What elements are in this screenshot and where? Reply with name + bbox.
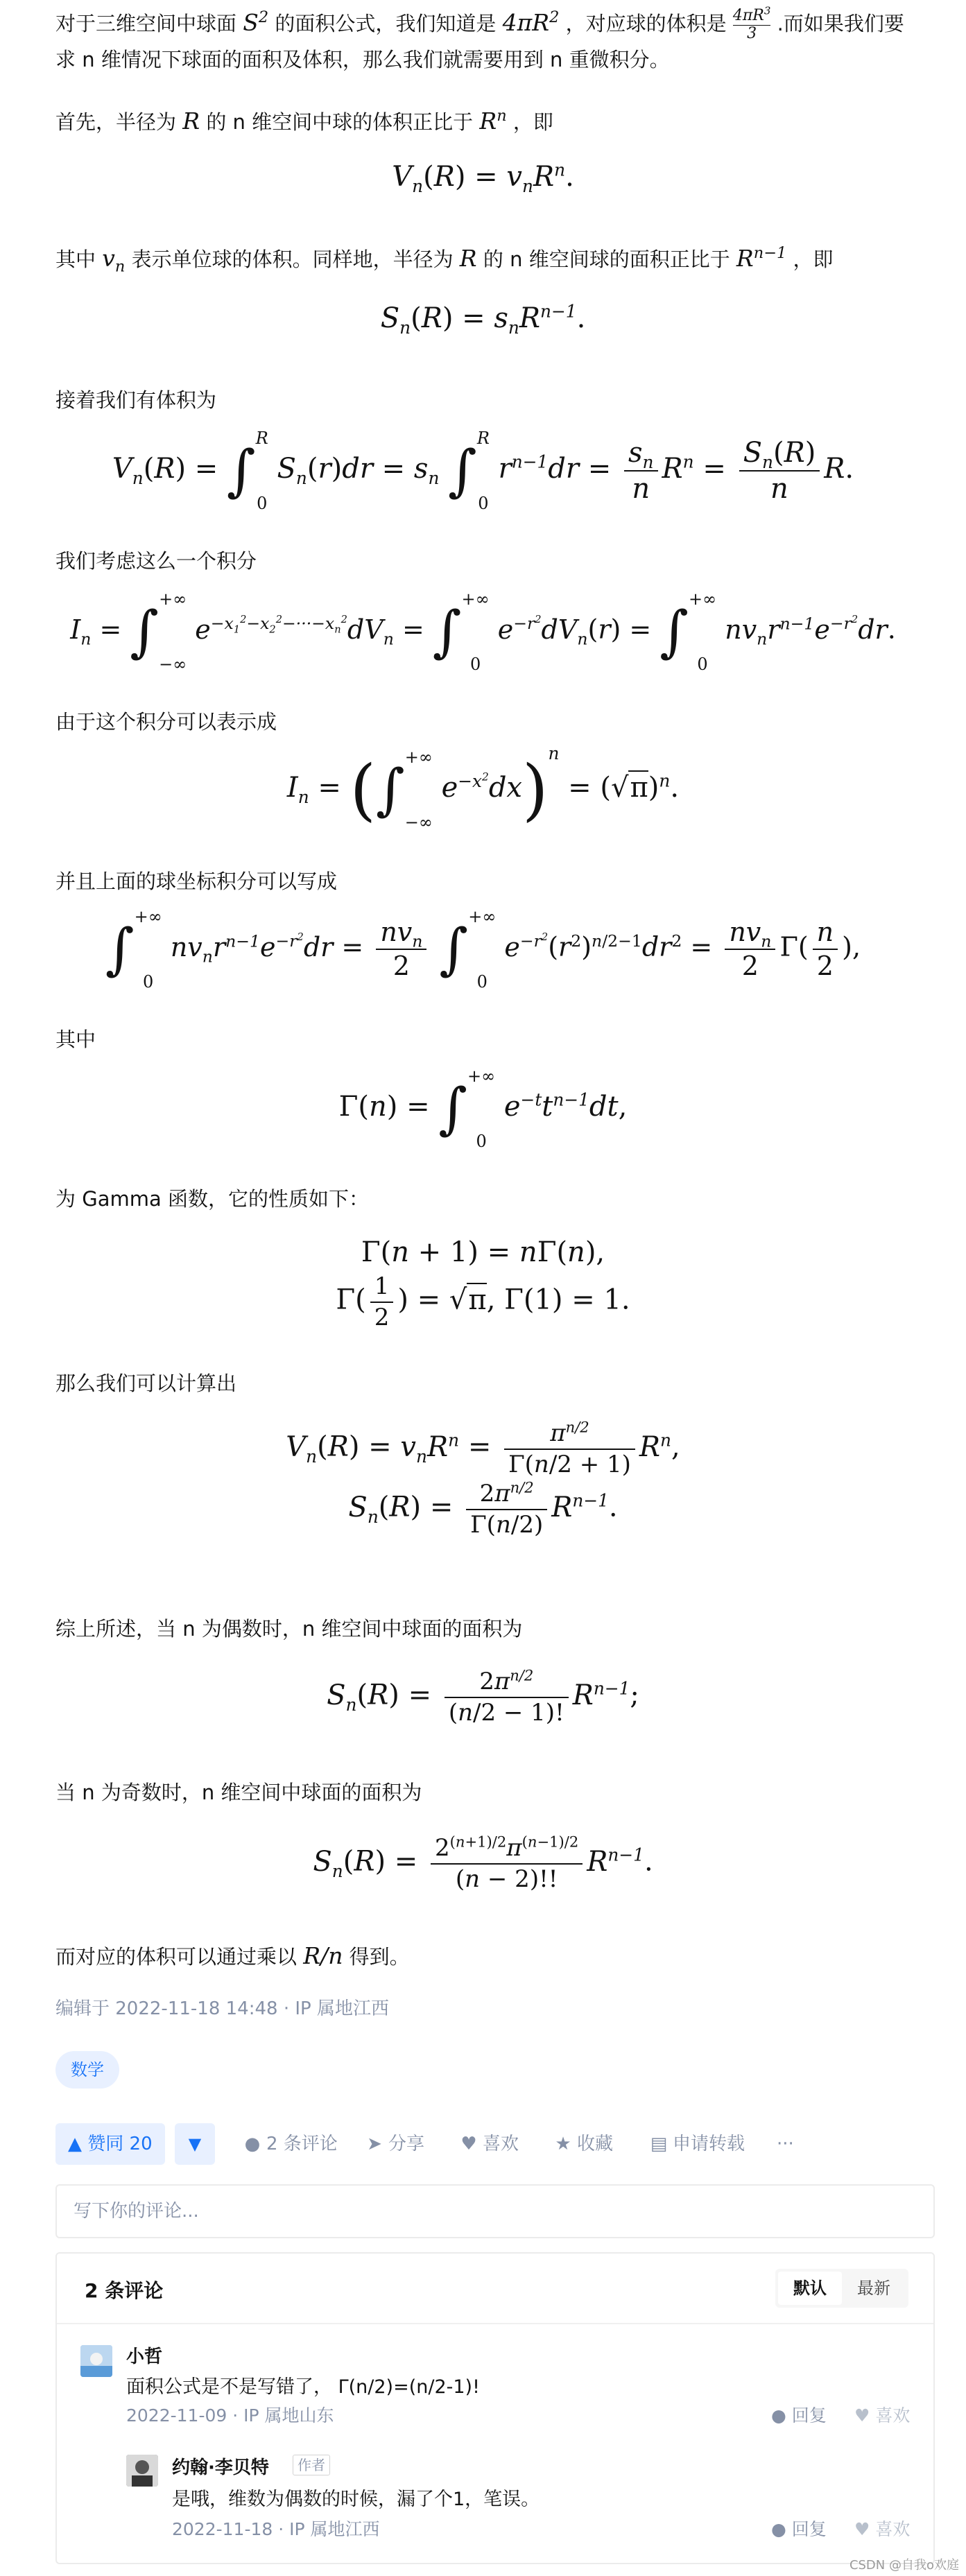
action-label: 喜欢	[483, 2134, 519, 2154]
intro-text-5: 求 n 维情况下球面的面积及体积，那么我们就需要用到 n 重微积分。	[55, 47, 670, 71]
edit-meta: 编辑于 2022-11-18 14:48 · IP 属地江西	[55, 1998, 389, 2019]
reply-label: 回复	[791, 2405, 827, 2426]
formula-product-form: $I_n$ = (∫ +∞ −∞ $e^{-x^2}dx)^n = (√\pi)^n$.	[286, 743, 680, 832]
formula-gamma-props: Γ(n + 1) = nΓ(n), Γ( $\frac{1}{2}$ ) = √π, Γ(1) = 1.	[336, 1236, 630, 1331]
paragraph-spherical	[55, 864, 922, 899]
comment-author-name[interactable]: 小哲	[126, 2346, 163, 2367]
intro-text-3: ，对应球的体积是	[565, 12, 727, 35]
formula-volume-def: $V_n(R) = v_nR^n$.	[392, 159, 574, 196]
author-badge: 作者	[293, 2455, 330, 2475]
formula-gaussian-integral: $I_n$ = ∫ +∞ −∞ $e^{-x_1^2-x_2^2-\cdot\cdot\cdot-x_n^2}dV_n$ = ∫ +∞ 0 $e^{-r^2}dV_n(r)$ = ∫ +∞ 0 $nv_nr^{n-1}e^{-r^2}dr$.	[70, 589, 896, 674]
text-span: 的 n 维空间球的面积正比于	[483, 248, 730, 271]
paragraph-unit-ball	[55, 241, 922, 277]
comments-section	[55, 2252, 935, 2564]
math-volume-3d: $\frac{4\pi R^3}{3}$	[732, 4, 771, 42]
intro-text-2: 的面积公式，我们知道是	[275, 12, 497, 35]
heart-icon: ♥	[854, 2405, 870, 2426]
paragraph-compute	[55, 1366, 922, 1401]
reply-button[interactable]	[771, 2516, 827, 2541]
text-span: 其中	[55, 1028, 96, 1051]
intro-text-1: 对于三维空间中球面	[55, 12, 237, 35]
text-span: ，即	[793, 248, 834, 271]
paragraph-expressed-as	[55, 704, 922, 739]
avatar-image-icon	[80, 2345, 112, 2377]
avatar[interactable]	[80, 2345, 112, 2377]
text-span: ，即	[512, 110, 553, 134]
text-span: 那么我们可以计算出	[55, 1372, 237, 1395]
sort-latest-button[interactable]: 最新	[857, 2279, 890, 2298]
math-r: R	[182, 107, 200, 135]
comment-bubble-icon: ●	[771, 2405, 786, 2426]
math-vn: $v_n$	[102, 245, 126, 276]
comment-like-button[interactable]	[854, 2516, 910, 2541]
comment-sort-toggle	[775, 2269, 908, 2308]
comments-count-title: 2 条评论	[85, 2279, 164, 2302]
math-r: R	[459, 245, 477, 272]
comment-text: 是哦，维数为偶数的时候，漏了个1，笔误。	[172, 2489, 540, 2510]
comment-meta: 2022-11-09 · IP 属地山东	[126, 2405, 334, 2426]
math-s2: $S^2$	[243, 8, 269, 36]
text-span: 为 Gamma 函数，它的性质如下：	[55, 1187, 369, 1211]
like-button[interactable]	[459, 2123, 519, 2165]
triangle-down-icon: ▼	[188, 2134, 202, 2154]
topic-tag[interactable]: 数学	[55, 2051, 119, 2089]
formula-area-def: $S_n(R) = s_nR^{n-1}$.	[380, 301, 586, 338]
text-span: 得到。	[349, 1945, 410, 1969]
avatar-image-icon	[126, 2455, 158, 2487]
math-rn-1: $R^{n-1}$	[736, 244, 787, 272]
formula-even-area: $S_n(R)$ = $\frac{2\pi^{n/2}}{(n/2 - 1)!}$ $R^{n-1}$;	[327, 1666, 639, 1727]
text-span: 而对应的体积可以通过乘以	[55, 1945, 297, 1969]
like-label: 喜欢	[875, 2519, 911, 2539]
comment-input[interactable]: 写下你的评论...	[55, 2184, 935, 2238]
text-span: 的 n 维空间中球的体积正比于	[206, 110, 474, 134]
comment-like-button[interactable]	[854, 2402, 910, 2427]
paragraph-consider-integral	[55, 544, 922, 578]
math-rn: $R^n$	[479, 107, 507, 135]
text-span: 并且上面的球坐标积分可以写成	[55, 870, 338, 893]
action-label: 收藏	[577, 2134, 614, 2154]
paragraph-gamma-props	[55, 1182, 922, 1216]
like-label: 喜欢	[875, 2405, 911, 2426]
text-span: 其中	[55, 248, 96, 271]
paragraph-volume-integral	[55, 383, 922, 417]
comment-bubble-icon: ●	[771, 2519, 786, 2539]
upvote-label: 赞同 20	[87, 2134, 153, 2154]
triangle-up-icon: ▲	[68, 2134, 82, 2154]
comment-meta: 2022-11-18 · IP 属地江西	[172, 2519, 380, 2539]
comment-text: 面积公式是不是写错了， Γ(n/2)=(n/2-1)!	[126, 2376, 480, 2398]
paper-plane-icon: ➤	[367, 2134, 382, 2154]
comments-divider	[57, 2323, 933, 2324]
action-label: 分享	[388, 2134, 425, 2154]
paragraph-volume-from-area	[55, 1939, 922, 1974]
text-span: 由于这个积分可以表示成	[55, 710, 277, 734]
paragraph-odd	[55, 1775, 922, 1810]
paragraph-even	[55, 1611, 922, 1646]
text-span: 接着我们有体积为	[55, 388, 217, 412]
comment-author-name[interactable]: 约翰·李贝特	[172, 2457, 269, 2478]
formula-odd-area: $S_n(R)$ = $\frac{2^{(n+1)/2}\pi^{(n-1)/2}}{(n - 2)!!}$ $R^{n-1}$.	[313, 1833, 653, 1893]
heart-icon: ♥	[460, 2134, 477, 2154]
comments-button[interactable]	[243, 2123, 338, 2165]
share-button[interactable]	[365, 2123, 424, 2165]
formula-volume-integral: $V_n(R)$ = ∫ R 0 $S_n(r)dr = s_n$ ∫ R 0 $r^{n-1}dr$ = $\frac{s_n}{n}$ $R^n$ = $\frac{S_n(R)}{n}$ R.	[112, 429, 854, 513]
sort-default-button[interactable]: 默认	[778, 2272, 842, 2305]
text-span: 我们考虑这么一个积分	[55, 549, 257, 573]
text-span: 首先，半径为	[55, 110, 177, 134]
math-area-3d: $4\pi R^2$	[502, 8, 560, 36]
action-bar	[55, 2123, 922, 2165]
paragraph-volume-proportional	[55, 104, 922, 139]
intro-paragraph	[55, 6, 922, 77]
text-span: 表示单位球的体积。同样地，半径为	[131, 248, 454, 271]
text-span: 综上所述，当 n 为偶数时，n 维空间中球面的面积为	[55, 1617, 523, 1641]
heart-icon: ♥	[854, 2519, 870, 2539]
star-icon: ★	[555, 2134, 571, 2154]
action-label: 2 条评论	[266, 2134, 338, 2154]
formula-results: $V_n(R) = v_nR^n$ = $\frac{\pi^{n/2}}{\Gamma(n/2 + 1)}$ $R^n$, $S_n(R)$ = $\frac{2\pi^{n/2}}{\Gamma(n/2)}$ $R^{n-1}$.	[286, 1418, 680, 1539]
document-icon: ▤	[650, 2134, 668, 2154]
paragraph-where	[55, 1022, 922, 1057]
formula-spherical-integral: ∫ +∞ 0 $nv_nr^{n-1}e^{-r^2}dr$ = $\frac{nv_n}{2}$ ∫ +∞ 0 $e^{-r^2}(r^2)^{n/2-1}dr^2$ = $\frac{nv_n}{2}$ Γ( $\frac{n}{2}$ ),	[105, 907, 861, 992]
more-button[interactable]: ···	[777, 2134, 794, 2154]
upvote-button[interactable]	[55, 2123, 165, 2165]
downvote-button[interactable]	[175, 2123, 215, 2165]
comment-bubble-icon: ●	[244, 2134, 261, 2154]
avatar[interactable]	[126, 2455, 158, 2487]
intro-text-4: .而如果我们要	[777, 12, 904, 35]
repost-button[interactable]	[649, 2123, 745, 2165]
formula-gamma-def: Γ(n) = ∫ +∞ 0 $e^{-t}t^{n-1}dt$,	[338, 1066, 628, 1151]
text-span: 当 n 为奇数时，n 维空间中球面的面积为	[55, 1781, 422, 1804]
reply-label: 回复	[791, 2519, 827, 2539]
reply-button[interactable]	[771, 2402, 827, 2427]
watermark: CSDN @自我o欢庭	[849, 2558, 959, 2573]
math-r-over-n: R/n	[303, 1942, 343, 1969]
action-label: 申请转载	[673, 2134, 745, 2154]
collect-button[interactable]	[553, 2123, 613, 2165]
